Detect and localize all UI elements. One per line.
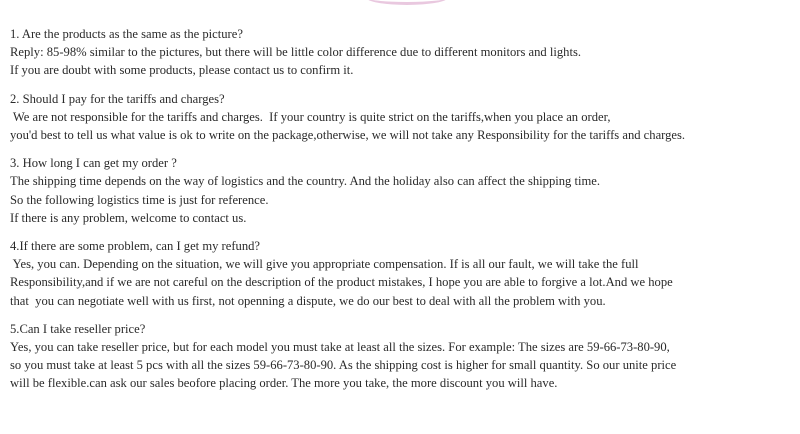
faq-answer-line: Responsibility,and if we are not careful on the description of the product mistakes, I hope you are able to forgive a lot.And we hope (10, 275, 673, 290)
faq-section (10, 25, 795, 393)
faq-item-products-picture (10, 25, 795, 80)
faq-question: 2. Should I pay for the tariffs and charges? (10, 91, 225, 106)
faq-answer-line: We are not responsible for the tariffs and charges. If your country is quite strict on the tariffs,when you place an order, (10, 109, 611, 124)
faq-answer-line: The shipping time depends on the way of logistics and the country. And the holiday also can affect the shipping time. (10, 174, 601, 189)
faq-item-reseller-price (10, 320, 795, 393)
faq-answer-line: So the following logistics time is just for reference. (10, 192, 269, 207)
faq-question: 4.If there are some problem, can I get my refund? (10, 239, 261, 254)
faq-answer-line: so you must take at least 5 pcs with all the sizes 59-66-73-80-90. As the shipping cost is higher for small quantity. So our unite price (10, 358, 677, 373)
faq-question: 5.Can I take reseller price? (10, 321, 146, 336)
faq-item-refund (10, 237, 795, 310)
faq-answer-line: will be flexible.can ask our sales beofore placing order. The more you take, the more discount you will have. (10, 376, 558, 391)
faq-answer-line: that you can negotiate well with us first, not openning a dispute, we do our best to deal with all the problem with you. (10, 293, 606, 308)
faq-answer-line: Yes, you can. Depending on the situation, we will give you appropriate compensation. If is all our fault, we will take the full (10, 257, 639, 272)
faq-item-shipping-time (10, 154, 795, 227)
faq-answer-line: Reply: 85-98% similar to the pictures, but there will be little color difference due to different monitors and lights. (10, 45, 582, 60)
faq-item-tariffs (10, 90, 795, 145)
faq-question: 1. Are the products as the same as the picture? (10, 27, 243, 41)
faq-question: 3. How long I can get my order ? (10, 156, 177, 171)
faq-answer-line: If there is any problem, welcome to contact us. (10, 210, 247, 225)
faq-answer-line: If you are doubt with some products, please contact us to confirm it. (10, 63, 354, 78)
faq-answer-line: Yes, you can take reseller price, but for each model you must take at least all the sizes. For example: The sizes are 59-66-73-80-90, (10, 340, 670, 355)
top-decorative-arc (366, 0, 448, 5)
faq-answer-line: you'd best to tell us what value is ok to write on the package,otherwise, we will not take any Responsibility for the tariffs and charges. (10, 128, 686, 143)
